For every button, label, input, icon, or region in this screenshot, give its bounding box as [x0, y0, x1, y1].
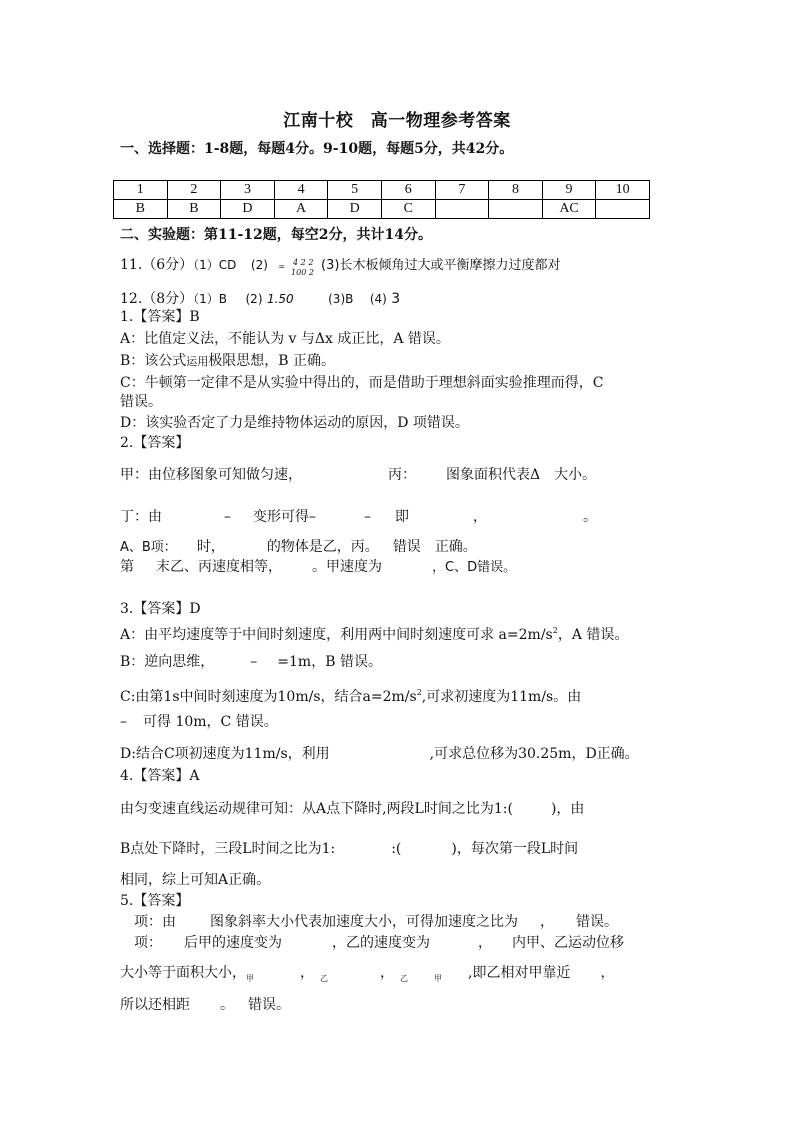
a4-heading: 4.【答案】A — [120, 768, 200, 784]
q11-part2: (2) — [250, 258, 268, 272]
a2-l1-bing: 丙： — [388, 467, 416, 483]
a2-l2-period: 。 — [583, 509, 597, 525]
a2-l3-when: 时， — [196, 539, 225, 555]
a1-heading: 1.【答案】B — [120, 309, 200, 325]
a2-l2-dash1: – — [224, 509, 231, 525]
mc-answer-table — [113, 180, 650, 219]
a5-l4-text: 所以还相距 — [120, 997, 190, 1013]
table-cell: 4 — [274, 181, 328, 200]
table-cell: 1 — [114, 181, 168, 200]
a3-heading: 3.【答案】D — [120, 601, 201, 617]
a3-a-end: ，A 错误。 — [557, 627, 629, 643]
a5-l1-slope: 图象斜率大小代表加速度大小，可得加速度之比为 — [210, 914, 518, 930]
a4-l1-end: )，由 — [550, 801, 585, 817]
a3-c-text: C:由第1s中间时刻速度为10m/s，结合a=2m/s — [120, 689, 417, 705]
table-cell — [435, 200, 489, 219]
a5-l2-jia: 后甲的速度变为 — [184, 935, 282, 951]
a4-line1 — [120, 800, 584, 818]
table-cell: D — [221, 200, 275, 219]
a4-line2 — [120, 840, 578, 858]
a2-l3-right: 正确。 — [434, 539, 477, 555]
a2-l2-derive: 变形可得– — [253, 509, 316, 525]
a3-d-text: D:结合C项初速度为11m/s，利用 — [120, 746, 330, 762]
a3-option-c — [120, 684, 581, 706]
table-cell: A — [274, 200, 328, 219]
a1-option-c-cont: 错误。 — [120, 394, 162, 410]
a5-l1-comma: ， — [540, 914, 554, 930]
a4-l2-mid: :( — [391, 841, 402, 857]
a5-l1-text: 项：由 — [134, 914, 176, 930]
table-cell — [489, 200, 543, 219]
a5-line2 — [134, 934, 624, 952]
a3-c3-dash: – — [120, 714, 127, 730]
a2-line3 — [120, 538, 477, 557]
a2-l2-text: 丁：由 — [120, 509, 162, 525]
a4-l2-text: B点处下降时，三段L时间之比为1: — [120, 841, 336, 857]
table-cell: 10 — [596, 181, 650, 200]
a1-option-a: A：比值定义法，不能认为 v 与Δx 成正比，A 错误。 — [120, 331, 450, 347]
a4-l1-text: 由匀变速直线运动规律可知：从A点下降时,两段L时间之比为1:( — [120, 801, 513, 817]
a5-l3-closer: ,即乙相对甲靠近 — [468, 965, 571, 981]
page-title: 江南十校 高一物理参考答案 — [283, 111, 511, 131]
a3-option-b — [120, 653, 382, 671]
a3-c-end: ,可求初速度为11m/s。由 — [421, 689, 582, 705]
q11-fraction — [285, 256, 321, 277]
a2-l3-wrong: 错误 — [392, 539, 421, 555]
a2-line4 — [120, 558, 516, 577]
a5-l3-sub-yi2: 乙 — [400, 974, 408, 983]
a5-line3 — [120, 964, 614, 988]
a2-l2-comma: ， — [473, 509, 487, 525]
a2-l2-dash2: – — [364, 509, 371, 525]
a3-option-a — [120, 622, 628, 644]
a3-b-dash: – — [250, 654, 258, 670]
a3-d-end: ,可求总位移为30.25m，D正确。 — [429, 746, 639, 762]
a5-l3-comma1: ， — [300, 965, 314, 981]
q12-part1: （1）B — [193, 292, 228, 306]
q12-part4: (4) — [369, 292, 387, 306]
a1-b-text1: B：该公式 — [120, 353, 187, 369]
q11-part3: (3)长木板倾角过大或平衡摩擦力过度都对 — [321, 258, 561, 273]
table-cell: AC — [542, 200, 596, 219]
table-cell — [596, 200, 650, 219]
table-cell: 9 — [542, 181, 596, 200]
a3-option-c-cont — [120, 713, 278, 731]
a2-l2-ji: 即 — [395, 509, 409, 525]
a3-b-end: =1m，B 错误。 — [277, 654, 382, 670]
a2-l4-jia: 。甲速度为 — [312, 559, 382, 575]
a1-b-text2: 极限思想，B 正确。 — [208, 353, 336, 369]
a1-option-b — [120, 352, 335, 371]
a3-b-text: B：逆向思维， — [120, 654, 215, 670]
a5-l2-text: 项： — [134, 935, 162, 951]
a3-c-sup: 2 — [416, 688, 422, 697]
a3-option-d — [120, 745, 639, 763]
a4-l2-end: )，每次第一段L时间 — [451, 841, 579, 857]
table-cell: B — [167, 200, 221, 219]
table-row-answers — [114, 200, 650, 219]
a4-line3: 相同，综上可知A正确。 — [120, 872, 271, 888]
q11-equals: = — [278, 262, 286, 271]
table-cell: 5 — [328, 181, 382, 200]
a2-l3-objects: 的物体是乙，丙。 — [266, 539, 379, 555]
section2-heading: 二、实验题：第11-12题，每空2分，共计14分。 — [120, 227, 432, 243]
table-cell: C — [381, 200, 435, 219]
q11-frac-num: 4 2 2 — [293, 258, 314, 267]
a2-l4-equal: 末乙、丙速度相等， — [156, 559, 282, 575]
a5-l3-comma2: ， — [380, 965, 394, 981]
a5-l2-disp: 内甲、乙运动位移 — [512, 935, 624, 951]
a5-line4 — [120, 996, 290, 1014]
a5-l4-wrong: 错误。 — [248, 997, 290, 1013]
a2-l1-area: 图象面积代表Δ 大小。 — [446, 467, 597, 483]
a1-b-small: 运用 — [186, 355, 209, 368]
a2-heading: 2.【答案】 — [120, 435, 190, 451]
a3-a-text: A：由平均速度等于中间时刻速度，利用两中间时刻速度可求 a=2m/s — [120, 627, 553, 643]
q12-part2-value: 1.50 — [266, 292, 294, 306]
table-cell: D — [328, 200, 382, 219]
q12-part4-value: 3 — [391, 291, 401, 307]
q12-part2: (2) — [245, 292, 263, 306]
a5-l3-comma3: ， — [600, 965, 615, 981]
table-cell: 7 — [435, 181, 489, 200]
q11-line — [120, 256, 560, 276]
a5-l4-period: 。 — [220, 997, 234, 1013]
table-cell: 6 — [381, 181, 435, 200]
table-row-numbers — [114, 181, 650, 200]
a2-l3-ab: A、B项： — [120, 540, 177, 555]
a2-line2 — [120, 508, 597, 526]
section1-heading: 一、选择题：1-8题，每题4分。9-10题，每题5分，共42分。 — [120, 141, 514, 157]
a2-l1-text: 甲：由位移图象可知做匀速， — [120, 467, 302, 483]
q12-prefix: 12.（8分） — [120, 291, 194, 307]
a5-l3-sub-jia: 甲 — [246, 974, 254, 983]
a5-l2-yi: ，乙的速度变为 — [332, 935, 430, 951]
a2-l4-cd: ，C、D错误。 — [432, 560, 517, 575]
a5-heading: 5.【答案】 — [120, 893, 190, 909]
q12-line — [120, 290, 400, 308]
a3-c3-text: 可得 10m，C 错误。 — [143, 714, 278, 730]
a1-option-c: C：牛顿第一定律不是从实验中得出的，而是借助于理想斜面实验推理而得，C — [120, 375, 604, 391]
q11-part1: （1）CD — [193, 258, 237, 272]
a5-l1-wrong: 错误。 — [576, 914, 618, 930]
table-cell: 8 — [489, 181, 543, 200]
table-cell: 3 — [221, 181, 275, 200]
q12-part3: (3)B — [328, 292, 354, 306]
a5-l3-sub-jia2: 甲 — [434, 974, 442, 983]
a5-l3-sub-yi: 乙 — [320, 974, 328, 983]
a2-line1 — [120, 466, 596, 484]
a1-option-d: D：该实验否定了力是维持物体运动的原因，D 项错误。 — [120, 415, 469, 431]
q11-frac-den: 100 2 — [291, 268, 314, 277]
a5-l2-comma: ， — [478, 935, 492, 951]
table-cell: B — [114, 200, 168, 219]
q11-prefix: 11.（6分） — [120, 257, 194, 273]
a5-l3-text: 大小等于面积大小， — [120, 965, 246, 981]
a3-a-sup: 2 — [552, 626, 558, 635]
a2-l4-di: 第 — [120, 559, 134, 575]
table-cell: 2 — [167, 181, 221, 200]
a5-line1 — [134, 913, 618, 931]
